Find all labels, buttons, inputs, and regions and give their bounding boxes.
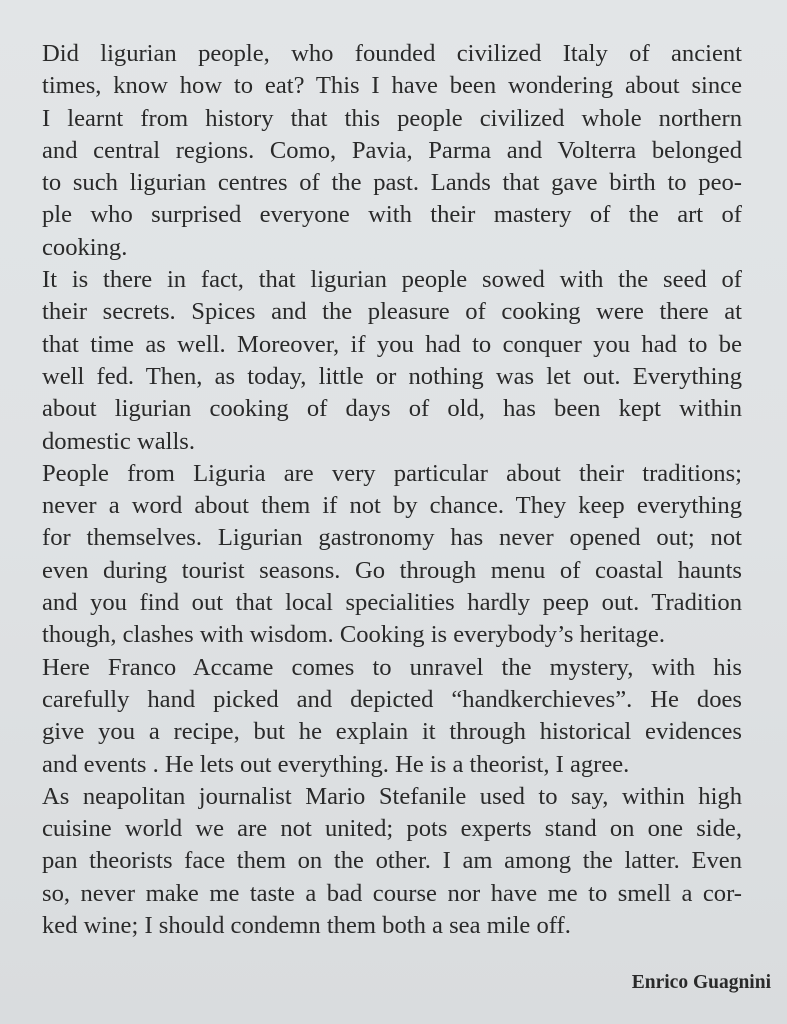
- text-line: and you find out that local specialities hardly peep out. Tradition: [42, 589, 742, 617]
- text-line: People from Liguria are very particular about their traditions;: [42, 459, 742, 487]
- text-line: their secrets. Spices and the pleasure of cooking were there at: [42, 298, 742, 326]
- paragraph: [42, 458, 742, 652]
- text-line: Did ligurian people, who founded civilized Italy of ancient: [42, 40, 742, 67]
- text-line: Here Franco Accame comes to unravel the mystery, with his: [42, 653, 742, 681]
- text-line: carefully hand picked and depicted “handkerchieves”. He does: [42, 685, 742, 713]
- text-line: about ligurian cooking of days of old, has been kept within: [42, 395, 742, 423]
- paragraph: [42, 264, 742, 458]
- text-line: never a word about them if not by chance. They keep everything: [42, 492, 742, 520]
- paragraph: [42, 652, 742, 781]
- text-line: for themselves. Ligurian gastronomy has never opened out; not: [42, 524, 742, 552]
- text-line: I learnt from history that this people civilized whole northern: [42, 104, 742, 132]
- body-text: [42, 38, 742, 942]
- text-line: It is there in fact, that ligurian people sowed with the seed of: [42, 266, 742, 294]
- text-line: even during tourist seasons. Go through menu of coastal haunts: [42, 556, 742, 584]
- text-line: though, clashes with wisdom. Cooking is everybody’s heritage.: [42, 621, 665, 649]
- author-signature: Enrico Guagnini: [631, 972, 771, 993]
- text-line: As neapolitan journalist Mario Stefanile used to say, within high: [42, 782, 742, 810]
- text-line: and central regions. Como, Pavia, Parma and Volterra belonged: [42, 136, 742, 164]
- text-line: give you a recipe, but he explain it through historical evidences: [42, 718, 742, 746]
- text-line: cooking.: [42, 233, 128, 261]
- text-line: to such ligurian centres of the past. Lands that gave birth to peo-: [42, 169, 742, 197]
- text-line: so, never make me taste a bad course nor have me to smell a cor-: [42, 879, 742, 907]
- text-line: times, know how to eat? This I have been wondering about since: [42, 72, 742, 100]
- text-line: well fed. Then, as today, little or nothing was let out. Everything: [42, 362, 742, 390]
- text-line: ple who surprised everyone with their mastery of the art of: [42, 201, 742, 229]
- text-line: ked wine; I should condemn them both a sea mile off.: [42, 912, 571, 940]
- paragraph: [42, 38, 742, 264]
- text-line: domestic walls.: [42, 427, 196, 455]
- text-line: pan theorists face them on the other. I am among the latter. Even: [42, 847, 742, 875]
- text-line: that time as well. Moreover, if you had to conquer you had to be: [42, 330, 742, 358]
- text-line: cuisine world we are not united; pots experts stand on one side,: [42, 815, 742, 843]
- paragraph: [42, 781, 742, 942]
- text-line: and events . He lets out everything. He is a theorist, I agree.: [42, 750, 630, 778]
